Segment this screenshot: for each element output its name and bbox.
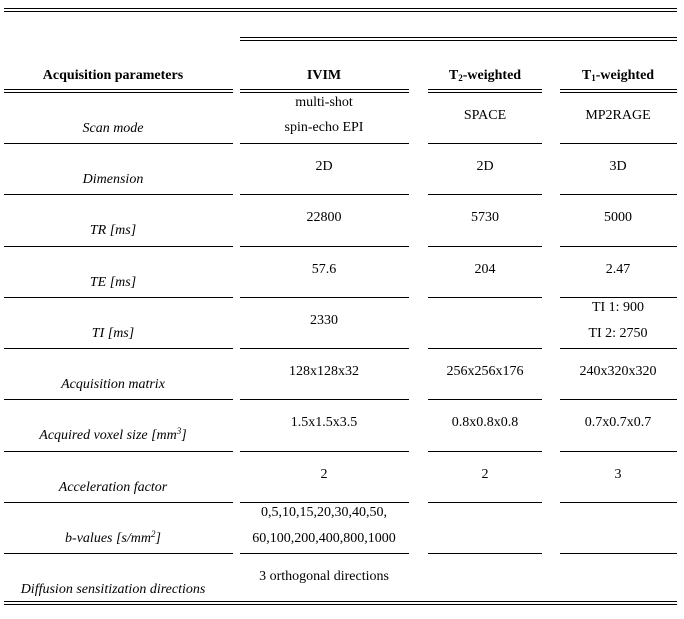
cell-t2-te: 204: [474, 262, 496, 277]
header-acquisition-parameters: Acquisition parameters: [42, 68, 184, 83]
row-label-acceleration-factor: Acceleration factor: [58, 480, 168, 495]
cell-t2-scan-mode: SPACE: [463, 108, 507, 123]
cell-ivim-acceleration: 2: [320, 467, 328, 482]
row-rule: [560, 451, 677, 452]
row-rule: [428, 348, 542, 349]
header-ivim: IVIM: [306, 68, 342, 83]
row-rule: [428, 143, 542, 144]
row-rule: [4, 348, 233, 349]
row-rule: [4, 553, 233, 554]
header-top-rule: [240, 37, 677, 41]
row-rule: [560, 143, 677, 144]
cell-ivim-scan-mode-line1: multi-shot: [295, 95, 353, 110]
row-label-diffusion-directions: Diffusion sensitization directions: [20, 582, 206, 597]
cell-ivim-matrix: 128x128x32: [289, 364, 359, 379]
header-bottom-rule-label: [4, 89, 233, 93]
cell-t2-dimension: 2D: [476, 159, 494, 174]
row-rule: [560, 502, 677, 503]
row-label-tr: TR [ms]: [89, 223, 137, 238]
row-label-te: TE [ms]: [89, 275, 137, 290]
row-rule: [428, 399, 542, 400]
cell-t1-ti-line2: TI 2: 2750: [588, 326, 648, 341]
cell-t1-ti-line1: TI 1: 900: [591, 300, 645, 315]
cell-t1-tr: 5000: [604, 210, 632, 225]
row-rule: [4, 399, 233, 400]
row-rule: [560, 246, 677, 247]
row-rule: [560, 194, 677, 195]
row-rule: [428, 502, 542, 503]
cell-ivim-voxel: 1.5x1.5x3.5: [290, 415, 358, 430]
row-rule: [240, 297, 409, 298]
cell-t1-dimension: 3D: [609, 159, 627, 174]
row-rule: [4, 297, 233, 298]
cell-t1-te: 2.47: [605, 262, 631, 277]
cell-ivim-ti: 2330: [310, 313, 338, 328]
cell-t2-voxel: 0.8x0.8x0.8: [451, 415, 519, 430]
header-bottom-rule-t2: [428, 89, 542, 93]
header-bottom-rule-ivim: [240, 89, 409, 93]
row-rule: [560, 297, 677, 298]
cell-ivim-diffusion-directions: 3 orthogonal directions: [259, 569, 389, 584]
cell-t1-voxel: 0.7x0.7x0.7: [584, 415, 652, 430]
row-rule: [240, 553, 409, 554]
header-t2-weighted: $T_2$-weighted: [448, 68, 522, 83]
row-rule: [560, 553, 677, 554]
row-rule: [428, 451, 542, 452]
cell-ivim-scan-mode-line2: spin-echo EPI: [284, 120, 364, 135]
row-rule: [240, 399, 409, 400]
cell-t2-acceleration: 2: [481, 467, 489, 482]
row-rule: [4, 143, 233, 144]
cell-ivim-b-values-line1: 0,5,10,15,20,30,40,50,: [261, 505, 387, 520]
row-label-scan-mode: Scan mode: [82, 121, 144, 136]
row-label-dimension: Dimension: [82, 172, 144, 187]
row-rule: [560, 399, 677, 400]
cell-t1-matrix: 240x320x320: [579, 364, 657, 379]
row-rule: [4, 194, 233, 195]
row-rule: [4, 502, 233, 503]
cell-t2-matrix: 256x256x176: [446, 364, 524, 379]
row-rule: [240, 348, 409, 349]
row-rule: [4, 246, 233, 247]
row-rule: [240, 502, 409, 503]
row-rule: [428, 246, 542, 247]
row-label-acquisition-matrix: Acquisition matrix: [61, 377, 165, 392]
cell-t2-tr: 5730: [471, 210, 499, 225]
cell-t1-scan-mode: MP2RAGE: [585, 108, 651, 123]
row-rule: [240, 246, 409, 247]
cell-ivim-dimension: 2D: [315, 159, 333, 174]
row-rule: [240, 194, 409, 195]
header-t1-weighted: $T_1$-weighted: [581, 68, 655, 83]
cell-t1-acceleration: 3: [614, 467, 622, 482]
row-rule: [560, 348, 677, 349]
row-label-ti: TI [ms]: [91, 326, 135, 341]
row-rule: [240, 143, 409, 144]
row-rule: [428, 553, 542, 554]
row-label-b-values: b-values $[s/mm^2]$: [65, 529, 161, 546]
table-top-rule: [4, 8, 677, 12]
header-bottom-rule-t1: [560, 89, 677, 93]
cell-ivim-te: 57.6: [311, 262, 337, 277]
cell-ivim-tr: 22800: [306, 210, 342, 225]
row-rule: [428, 297, 542, 298]
table-bottom-rule: [4, 601, 677, 605]
row-rule: [4, 451, 233, 452]
cell-ivim-b-values-line2: 60,100,200,400,800,1000: [252, 531, 396, 546]
row-label-voxel-size: Acquired voxel size $[mm^3]$: [39, 426, 187, 443]
row-rule: [240, 451, 409, 452]
row-rule: [428, 194, 542, 195]
